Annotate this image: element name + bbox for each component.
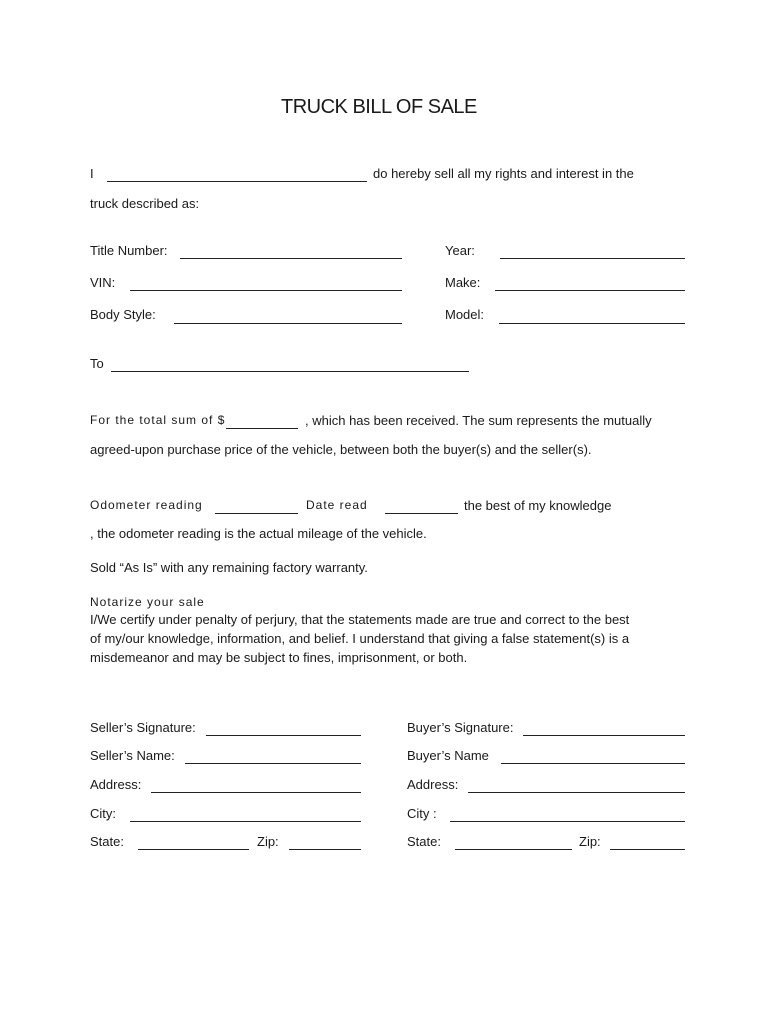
seller-zip-label: Zip: bbox=[257, 834, 279, 849]
year-blank[interactable] bbox=[500, 258, 685, 259]
odometer-label: Odometer reading bbox=[90, 498, 203, 512]
buyer-city-blank[interactable] bbox=[450, 821, 685, 822]
buyer-city-label: City : bbox=[407, 806, 437, 821]
buyer-zip-label: Zip: bbox=[579, 834, 601, 849]
seller-suffix: do hereby sell all my rights and interest in the bbox=[373, 166, 634, 181]
seller-zip-blank[interactable] bbox=[289, 849, 361, 850]
to-label: To bbox=[90, 356, 104, 371]
buyer-name-label: Buyer’s Name bbox=[407, 748, 489, 763]
date-read-label: Date read bbox=[306, 498, 368, 512]
body-style-label: Body Style: bbox=[90, 307, 156, 322]
seller-state-blank[interactable] bbox=[138, 849, 249, 850]
certify-line-1: I/We certify under penalty of perjury, that the statements made are true and correct to the best bbox=[90, 612, 630, 627]
buyer-signature-label: Buyer’s Signature: bbox=[407, 720, 514, 735]
buyer-name-field[interactable] bbox=[501, 763, 685, 764]
model-blank[interactable] bbox=[499, 323, 685, 324]
seller-signature-blank[interactable] bbox=[206, 735, 361, 736]
make-blank[interactable] bbox=[495, 290, 685, 291]
odometer-suffix: the best of my knowledge bbox=[464, 498, 612, 513]
seller-name-label: Seller’s Name: bbox=[90, 748, 175, 763]
as-is-text: Sold “As Is” with any remaining factory warranty. bbox=[90, 560, 368, 575]
odometer-line-2: , the odometer reading is the actual mileage of the vehicle. bbox=[90, 526, 427, 541]
make-label: Make: bbox=[445, 275, 481, 290]
odometer-blank[interactable] bbox=[215, 513, 298, 514]
seller-name-field[interactable] bbox=[185, 763, 361, 764]
truck-described-text: truck described as: bbox=[90, 196, 200, 211]
seller-address-blank[interactable] bbox=[151, 792, 361, 793]
notarize-heading: Notarize your sale bbox=[90, 595, 205, 609]
buyer-state-blank[interactable] bbox=[455, 849, 572, 850]
certify-line-2: of my/our knowledge, information, and belief. I understand that giving a false statement(s) is a bbox=[90, 631, 630, 646]
sum-suffix: , which has been received. The sum represents the mutually bbox=[305, 413, 652, 428]
buyer-signature-blank[interactable] bbox=[523, 735, 685, 736]
buyer-address-blank[interactable] bbox=[468, 792, 685, 793]
vin-blank[interactable] bbox=[130, 290, 402, 291]
seller-state-label: State: bbox=[90, 834, 124, 849]
buyer-address-label: Address: bbox=[407, 777, 459, 792]
seller-city-label: City: bbox=[90, 806, 116, 821]
seller-city-blank[interactable] bbox=[130, 821, 361, 822]
buyer-to-blank[interactable] bbox=[111, 371, 469, 372]
vin-label: VIN: bbox=[90, 275, 116, 290]
seller-name-blank[interactable] bbox=[107, 181, 367, 182]
seller-signature-label: Seller’s Signature: bbox=[90, 720, 196, 735]
buyer-state-label: State: bbox=[407, 834, 441, 849]
seller-address-label: Address: bbox=[90, 777, 142, 792]
date-read-blank[interactable] bbox=[385, 513, 458, 514]
sum-blank[interactable] bbox=[226, 428, 298, 429]
certify-line-3: misdemeanor and may be subject to fines, imprisonment, or both. bbox=[90, 650, 468, 665]
title-number-label: Title Number: bbox=[90, 243, 168, 258]
title-number-blank[interactable] bbox=[180, 258, 402, 259]
buyer-zip-blank[interactable] bbox=[610, 849, 685, 850]
year-label: Year: bbox=[445, 243, 475, 258]
sum-line-2: agreed-upon purchase price of the vehicle, between both the buyer(s) and the seller(s). bbox=[90, 442, 592, 457]
sum-prefix: For the total sum of $ bbox=[90, 413, 226, 427]
seller-prefix: I bbox=[90, 166, 94, 181]
body-style-blank[interactable] bbox=[174, 323, 402, 324]
model-label: Model: bbox=[445, 307, 485, 322]
document-title: TRUCK BILL OF SALE bbox=[281, 96, 477, 118]
